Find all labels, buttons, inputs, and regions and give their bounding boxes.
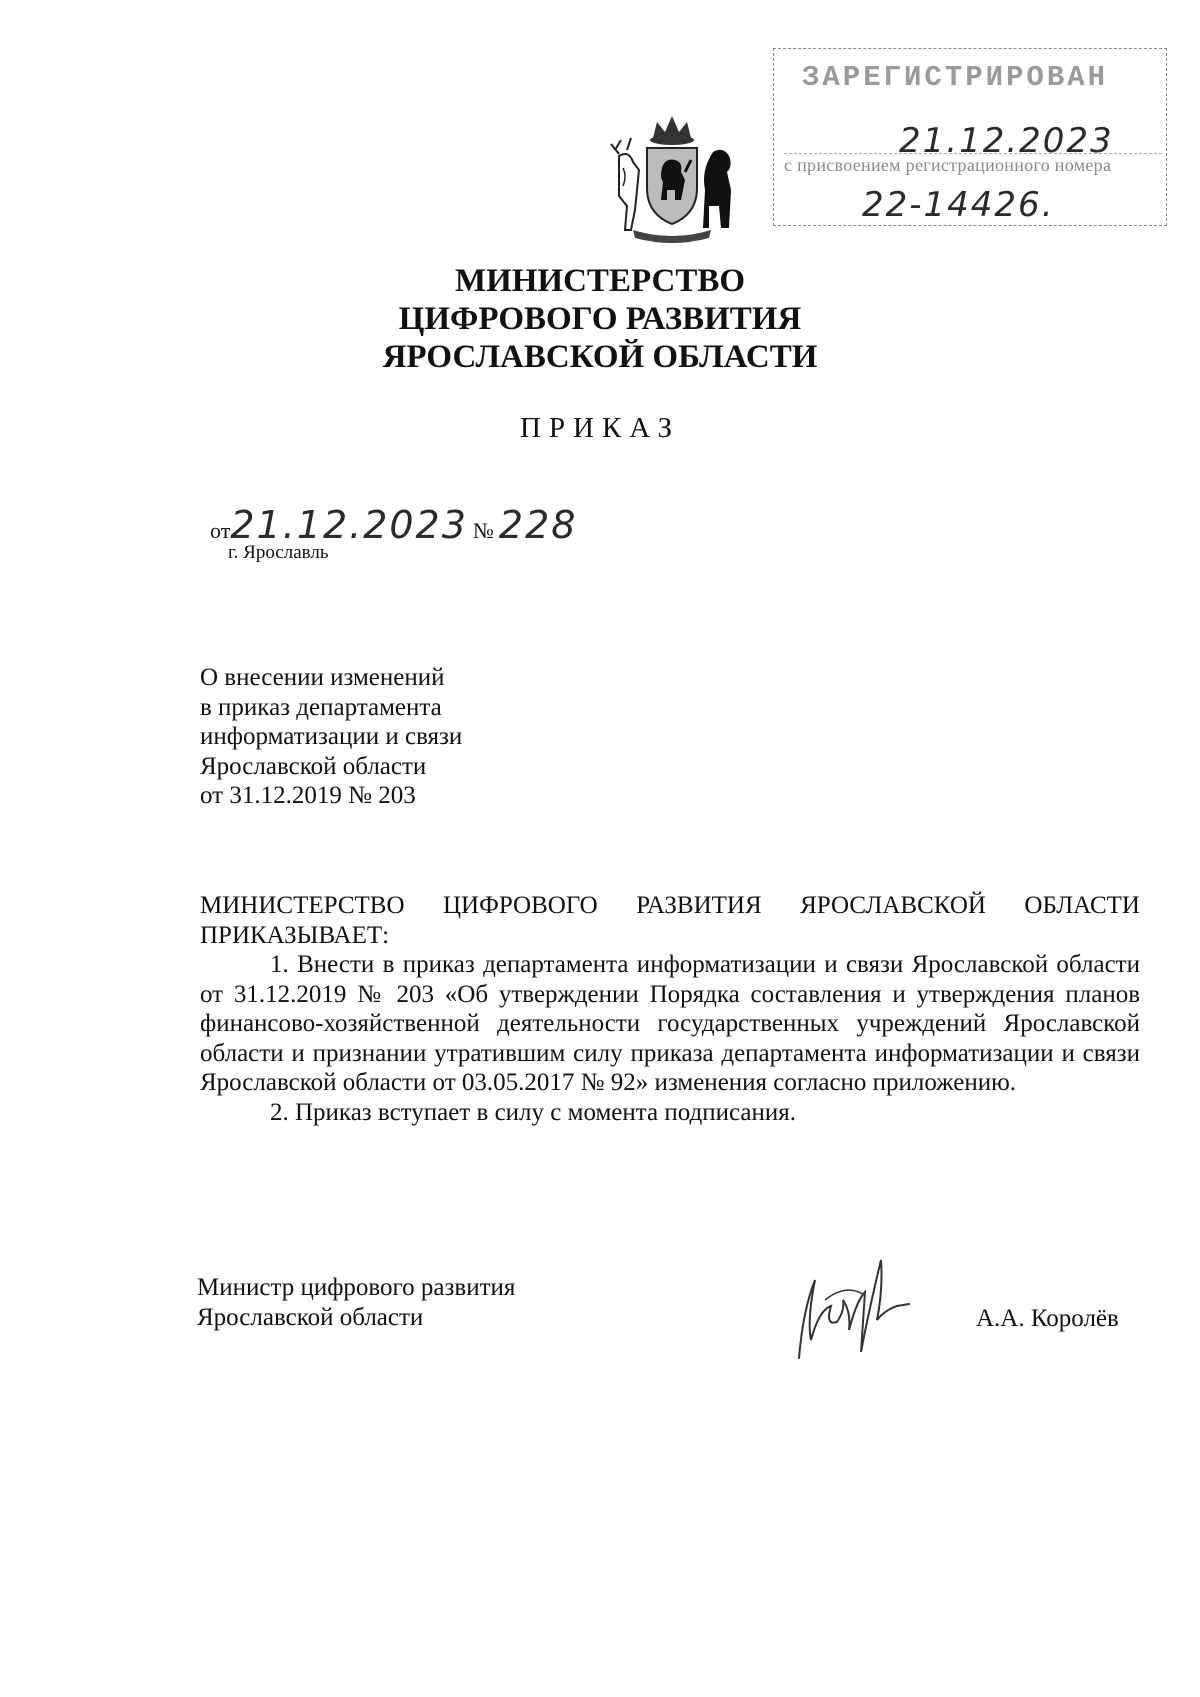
stamp-date: 21.12.2023 [899,121,1114,161]
ministry-title-line: ЦИФРОВОГО РАЗВИТИЯ [398,301,802,337]
coat-of-arms-icon [605,110,740,245]
signer-position-line: Министр цифрового развития [197,1274,516,1301]
order-date: 21.12.2023 [230,503,468,547]
stamp-registration-number: 22-14426. [862,185,1055,225]
ministry-title-line: ЯРОСЛАВСКОЙ ОБЛАСТИ [382,339,818,375]
subject-line: Ярославской области [200,752,427,780]
document-type: ПРИКАЗ [519,412,681,444]
order-item-2: 2. Приказ вступает в силу с момента подписания. [270,1098,796,1126]
subject-line: О внесении изменений [200,664,445,691]
signer-name: А.А. Королёв [976,1305,1119,1332]
city: г. Ярославль [228,542,329,563]
signer-position-line: Ярославской области [197,1304,424,1331]
date-prefix: от [210,518,231,543]
signer-position [197,1273,515,1333]
stamp-subtitle: с присвоением регистрационного номера [784,153,1162,176]
order-subject [200,663,620,811]
subject-line: информатизации и связи [200,723,463,750]
number-prefix: № [472,518,494,543]
order-body [200,891,1140,1127]
order-date-number [210,503,577,547]
handwritten-signature [785,1240,925,1360]
registration-stamp [773,48,1167,226]
subject-line: в приказ департамента [200,693,442,721]
order-item-1: 1. Внести в приказ департамента информатизации и связи Ярославской области от 31.12.2019 № 203 «Об утверждении Порядка составления и утверждения планов финансово-хозяйственной деятельности государственных учреждений Ярославской области и признании утратившим силу приказа департамента информатизации и связи Ярославской области от 03.05.2017 № 92» изменения согласно приложению. [200,951,1140,1096]
stamp-title: ЗАРЕГИСТРИРОВАН [802,61,1109,94]
ministry-title-line: МИНИСТЕРСТВО [454,263,746,299]
order-preamble: МИНИСТЕРСТВО ЦИФРОВОГО РАЗВИТИЯ ЯРОСЛАВСКОЙ ОБЛАСТИ ПРИКАЗЫВАЕТ: [200,892,1140,949]
ministry-title [0,262,1200,376]
order-number: 228 [498,503,578,547]
subject-line: от 31.12.2019 № 203 [200,782,416,809]
